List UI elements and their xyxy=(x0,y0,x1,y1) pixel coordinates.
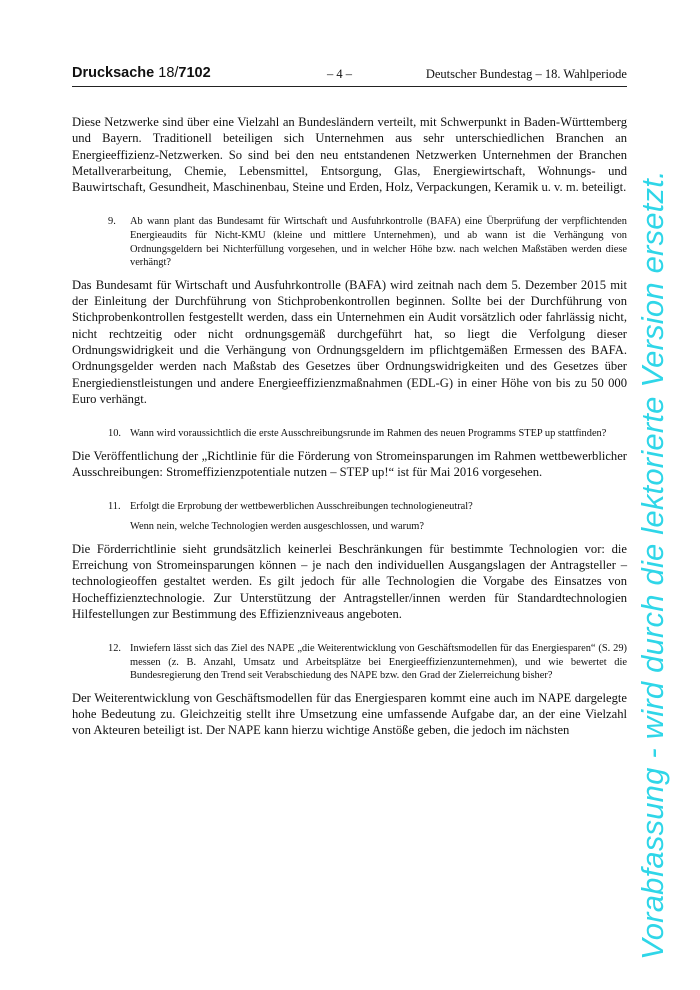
answer-10: Die Veröffentlichung der „Richtlinie für die Förderung von Stromeinsparungen im Rahmen wettbewerblicher Ausschreibungen: Stromeffizienzpotentiale nutzen – STEP up!“ ist für Mai 2016 vorgesehen. xyxy=(72,448,627,480)
question-number: 9. xyxy=(108,216,116,228)
answer-12: Der Weiterentwicklung von Geschäftsmodellen für das Energiesparen kommt eine auch im NAPE dargelegte hohe Bedeutung zu. Gleichzeitig stellt ihre Umsetzung eine umfassende Aufgabe dar, an der eine Vielzahl von Akteuren beteiligt ist. Der NAPE kann hierzu wichtige Anstöße geben, die jedoch im nächsten xyxy=(72,690,627,738)
page-number: – 4 – xyxy=(327,67,352,81)
document-body xyxy=(72,114,627,739)
document-id xyxy=(72,65,211,81)
institution: Deutscher Bundestag – 18. Wahlperiode xyxy=(425,67,627,81)
question-11 xyxy=(108,500,627,514)
question-9 xyxy=(108,215,627,269)
answer-11: Die Förderrichtlinie sieht grundsätzlich keinerlei Beschränkungen für bestimmte Technologien vor: die Erreichung von Stromeinsparungen können – je nach den individuellen Ausgangslagen der Antragsteller – technologieoffen gestaltet werden. Es gilt jedoch für alle Technologien die Vorgabe des Einsatzes von Hocheffizienztechnologie. Zur Unterstützung der Antragsteller/innen werden für Standardtechnologien Hilfestellungen zur Bestimmung des Effizienzniveaus angeboten. xyxy=(72,541,627,621)
question-11-followup: Wenn nein, welche Technologien werden ausgeschlossen, und warum? xyxy=(130,521,424,533)
question-text: Erfolgt die Erprobung der wettbewerblichen Ausschreibungen technologieneutral? xyxy=(130,501,473,513)
doc-label: Drucksache xyxy=(72,65,155,81)
question-number: 11. xyxy=(108,501,121,513)
question-number: 10. xyxy=(108,428,121,440)
page-header xyxy=(72,64,627,87)
question-number: 12. xyxy=(108,643,121,655)
doc-period: 18/ xyxy=(158,65,179,81)
question-12 xyxy=(108,642,627,683)
question-text: Wann wird voraussichtlich die erste Ausschreibungsrunde im Rahmen des neuen Programms STEP up stattfinden? xyxy=(130,428,607,440)
question-10 xyxy=(108,427,627,441)
doc-number: 7102 xyxy=(178,65,211,81)
answer-9: Das Bundesamt für Wirtschaft und Ausfuhrkontrolle (BAFA) wird zeitnah nach dem 5. Dezember 2015 mit der Einleitung der Durchführung von Stichprobenkontrollen beginnen. Sollte bei der Durchführung von Stichprobenkontrollen festgestellt werden, dass ein Unternehmen ein Audit vorsätzlich oder fahrlässig nicht, nicht rechtzeitig oder nicht ordnungsgemäß durchgeführt hat, so liegt die Verfolgung dieser Ordnungswidrigkeit und die Verhängung von Ordnungsgeldern im pflichtgemäßen Ermessen des BAFA. Ordnungsgelder werden nach Maßstab des Gesetzes über Ordnungswidrigkeiten und des Gesetzes über Energiedienstleistungen und andere Energieeffizienzmaßnahmen (EDL-G) in einer Höhe von bis zu 50 000 Euro verhängt. xyxy=(72,277,627,406)
question-text: Inwiefern lässt sich das Ziel des NAPE „die Weiterentwicklung von Geschäftsmodellen für das Energiesparen“ (S. 29) messen (z. B. Anzahl, Umsatz und Arbeitsplätze bei Energieeffizienzunternehmen), und wie bewertet die Bundesregierung den Trend seit Verabschiedung des NAPE bzw. den Grad der Zielerreichung bisher? xyxy=(130,643,627,682)
draft-watermark: Vorabfassung - wird durch die lektorierte Version ersetzt. xyxy=(635,170,670,960)
question-text: Ab wann plant das Bundesamt für Wirtschaft und Ausfuhrkontrolle (BAFA) eine Überprüfung der verpflichtenden Energieaudits für Nicht-KMU (kleine und mittlere Unternehmen), und ab wann ist die Verhängung von Ordnungsgeldern bei Nichterfüllung vorgesehen, und in welcher Höhe bzw. nach welchen Maßstäben werden diese verhängt? xyxy=(130,216,627,269)
paragraph-1: Diese Netzwerke sind über eine Vielzahl an Bundesländern verteilt, mit Schwerpunkt in Baden-Württemberg und Bayern. Traditionell beteiligen sich Unternehmen aus sehr unterschiedlichen Branchen an Energieeffizienz-Netzwerken. So sind bei den neu entstandenen Netzwerken Unternehmen der Branchen Metallverarbeitung, Chemie, Lebensmittel, Entsorgung, Glas, Energiewirtschaft, Wohnungs- und Bauwirtschaft, Gesundheit, Maschinenbau, Steine und Erden, Holz, Verpackungen, Keramik u. v. m. beteiligt. xyxy=(72,115,627,195)
